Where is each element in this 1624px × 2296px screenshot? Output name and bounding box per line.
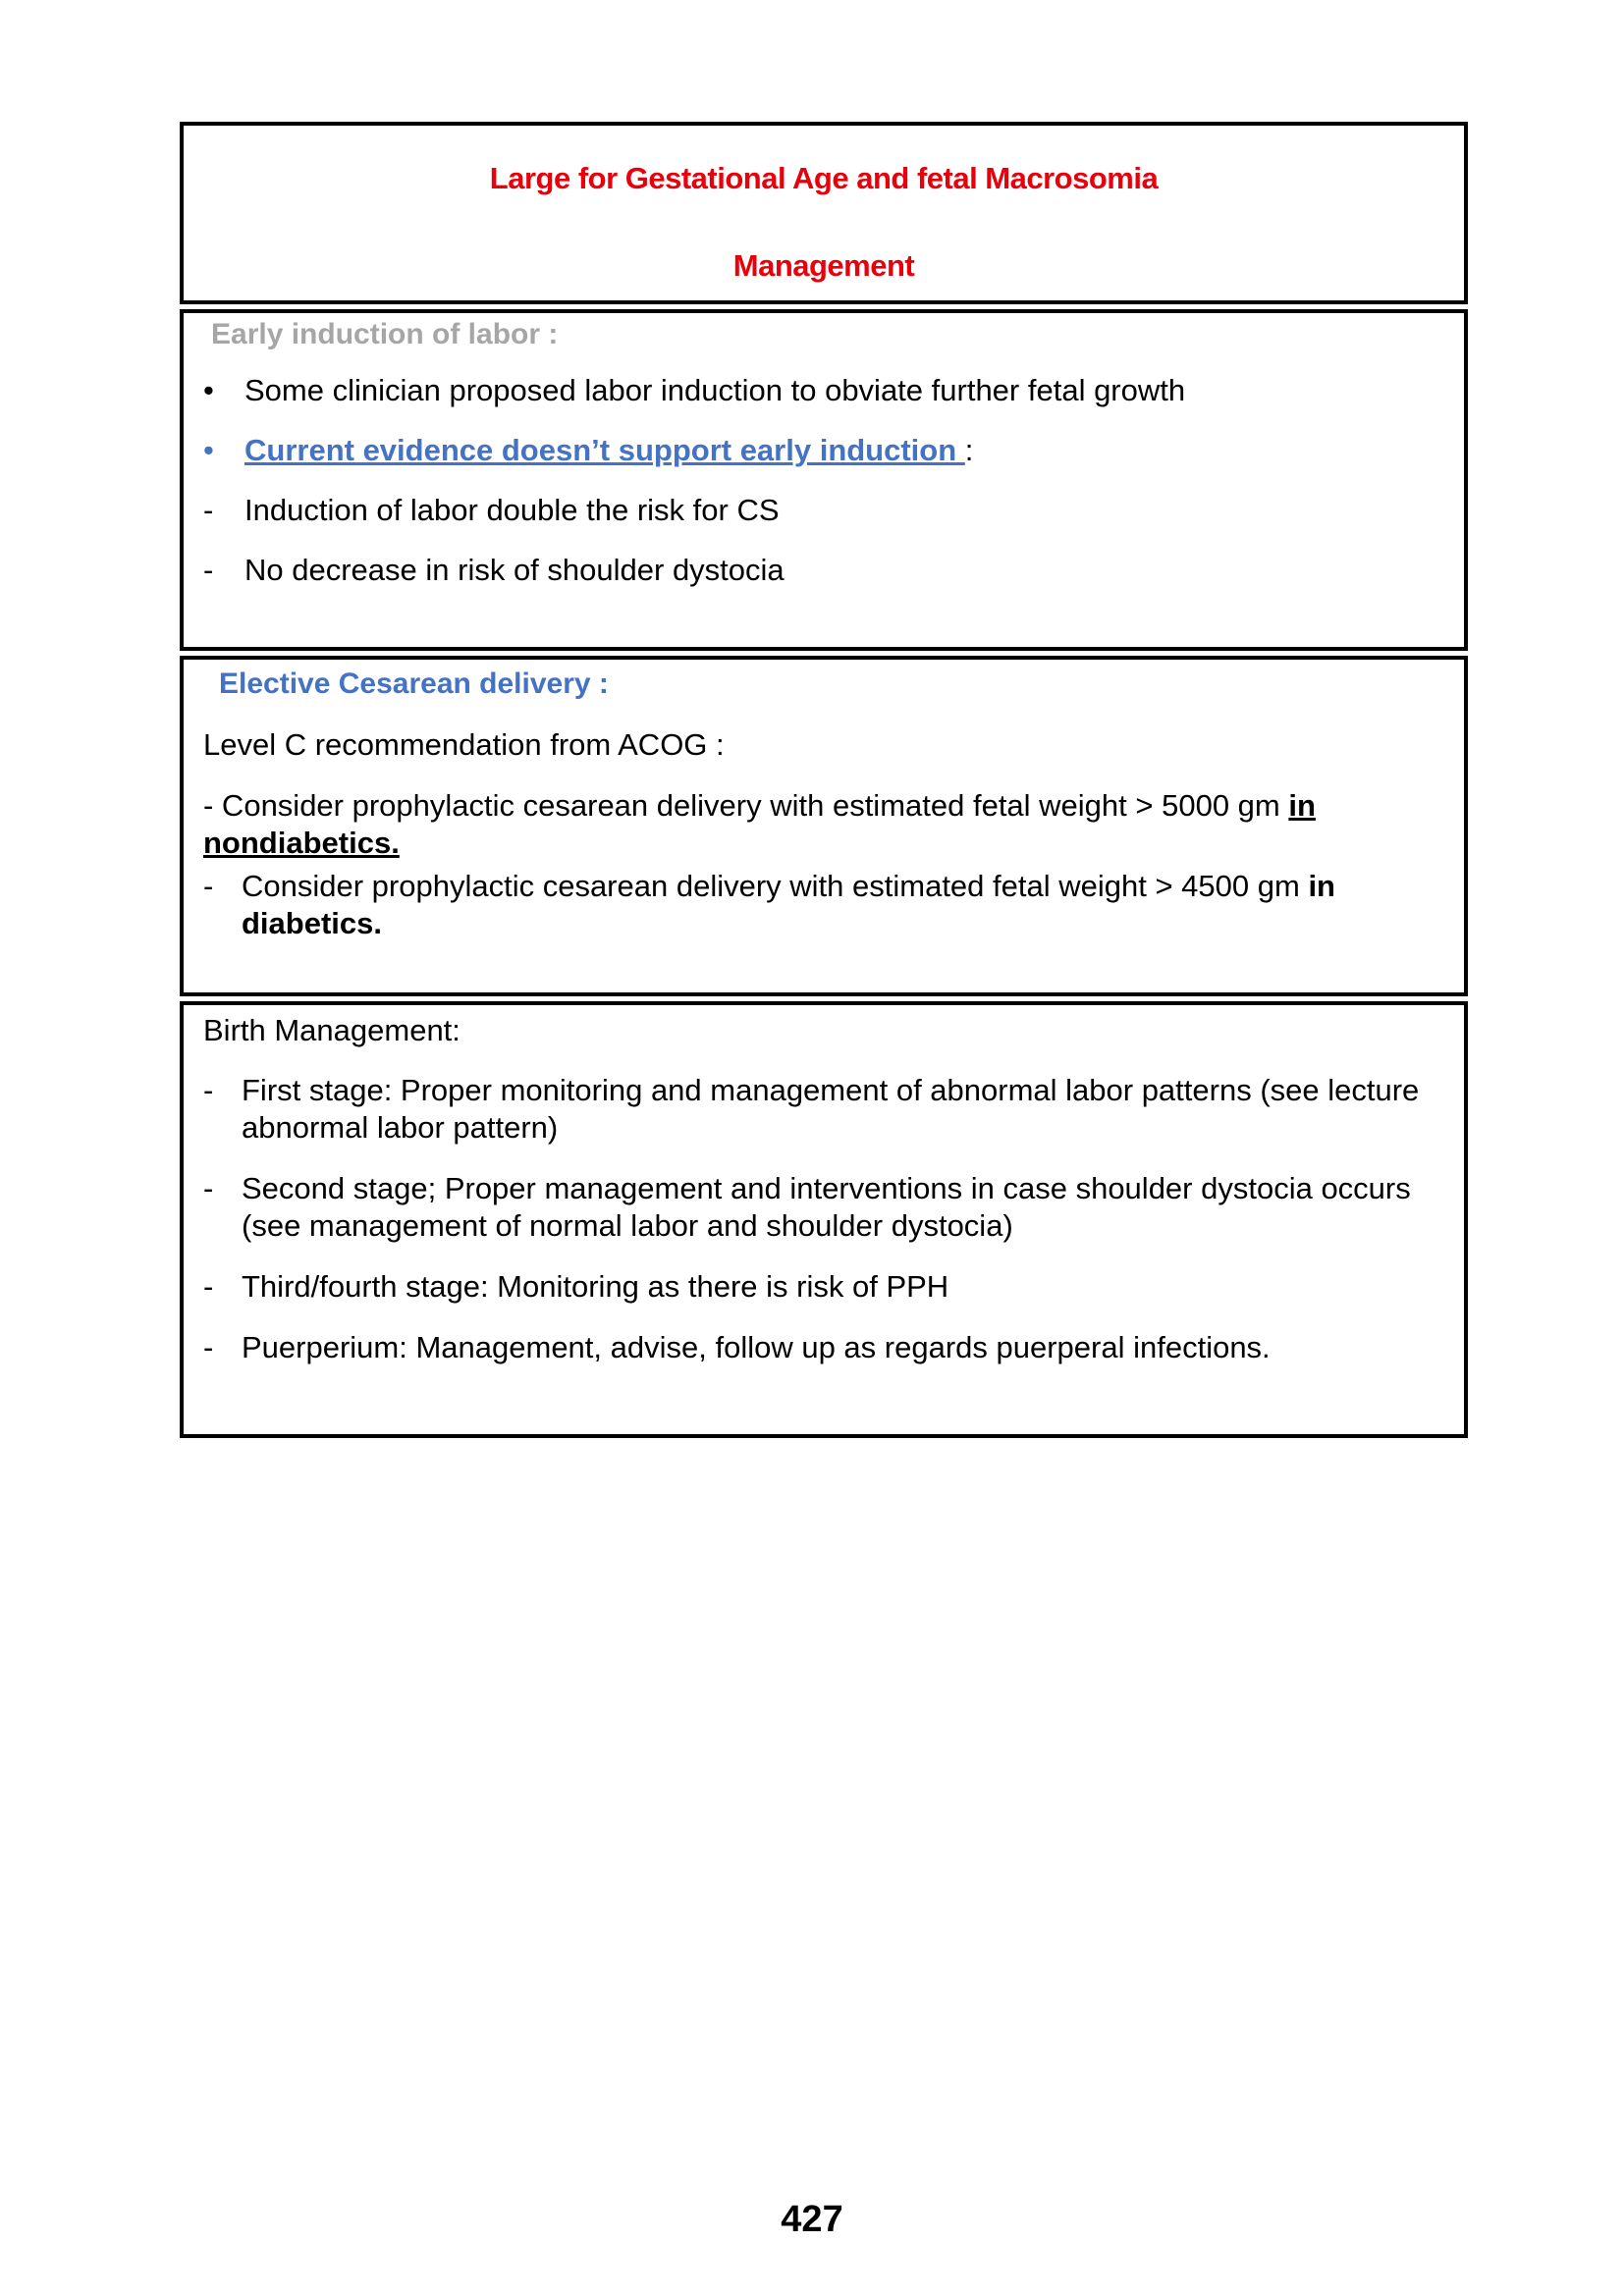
dash-marker: - <box>203 1330 214 1364</box>
list-item <box>244 432 1442 469</box>
section-heading-early-induction: Early induction of labor : <box>211 318 559 350</box>
item-emphasis: in nondiabetics. <box>203 788 1316 860</box>
dash-marker: - <box>203 1171 214 1205</box>
title-box <box>180 122 1468 236</box>
list-item <box>242 868 1439 942</box>
section-birth-management <box>180 1001 1468 1438</box>
section-early-induction <box>180 309 1468 651</box>
bullet-marker: • <box>203 433 214 467</box>
evidence-link-text[interactable]: Current evidence doesn’t support early induction <box>244 433 965 467</box>
list-item: First stage: Proper monitoring and management of abnormal labor patterns (see lecture abnormal labor pattern) <box>242 1073 1420 1145</box>
section-heading-elective-cesarean: Elective Cesarean delivery : <box>219 667 609 700</box>
recommendation-intro: Level C recommendation from ACOG : <box>203 727 725 762</box>
list-item: Some clinician proposed labor induction to obviate further fetal growth <box>244 373 1186 407</box>
colon: : <box>964 433 974 467</box>
section-elective-cesarean <box>180 656 1468 996</box>
item-text: - Consider prophylactic cesarean delivery with estimated fetal weight > 5000 gm <box>203 788 1289 823</box>
item-text: Consider prophylactic cesarean delivery with estimated fetal weight > 4500 gm <box>242 869 1309 903</box>
dash-marker: - <box>203 1269 214 1304</box>
list-item <box>203 787 1440 862</box>
dash-marker: - <box>203 553 214 587</box>
page-number: 427 <box>781 2199 843 2240</box>
list-item: Puerperium: Management, advise, follow up as regards puerperal infections. <box>242 1330 1271 1364</box>
list-item: No decrease in risk of shoulder dystocia <box>244 553 785 587</box>
bullet-marker: • <box>203 373 214 407</box>
section-title-management: Management <box>732 248 915 283</box>
item-emphasis: in diabetics. <box>242 869 1335 940</box>
list-item: Third/fourth stage: Monitoring as there is risk of PPH <box>242 1269 949 1304</box>
document-title: Large for Gestational Age and fetal Macrosomia <box>489 161 1159 195</box>
list-item: Second stage; Proper management and interventions in case shoulder dystocia occurs (see management of normal labor and shoulder dystocia) <box>242 1171 1411 1243</box>
dash-marker: - <box>203 1073 214 1107</box>
list-item: Induction of labor double the risk for CS <box>244 493 780 527</box>
dash-marker: - <box>203 493 214 527</box>
subtitle-box <box>180 232 1468 304</box>
dash-marker: - <box>203 869 214 903</box>
section-heading-birth-management: Birth Management: <box>203 1013 460 1047</box>
